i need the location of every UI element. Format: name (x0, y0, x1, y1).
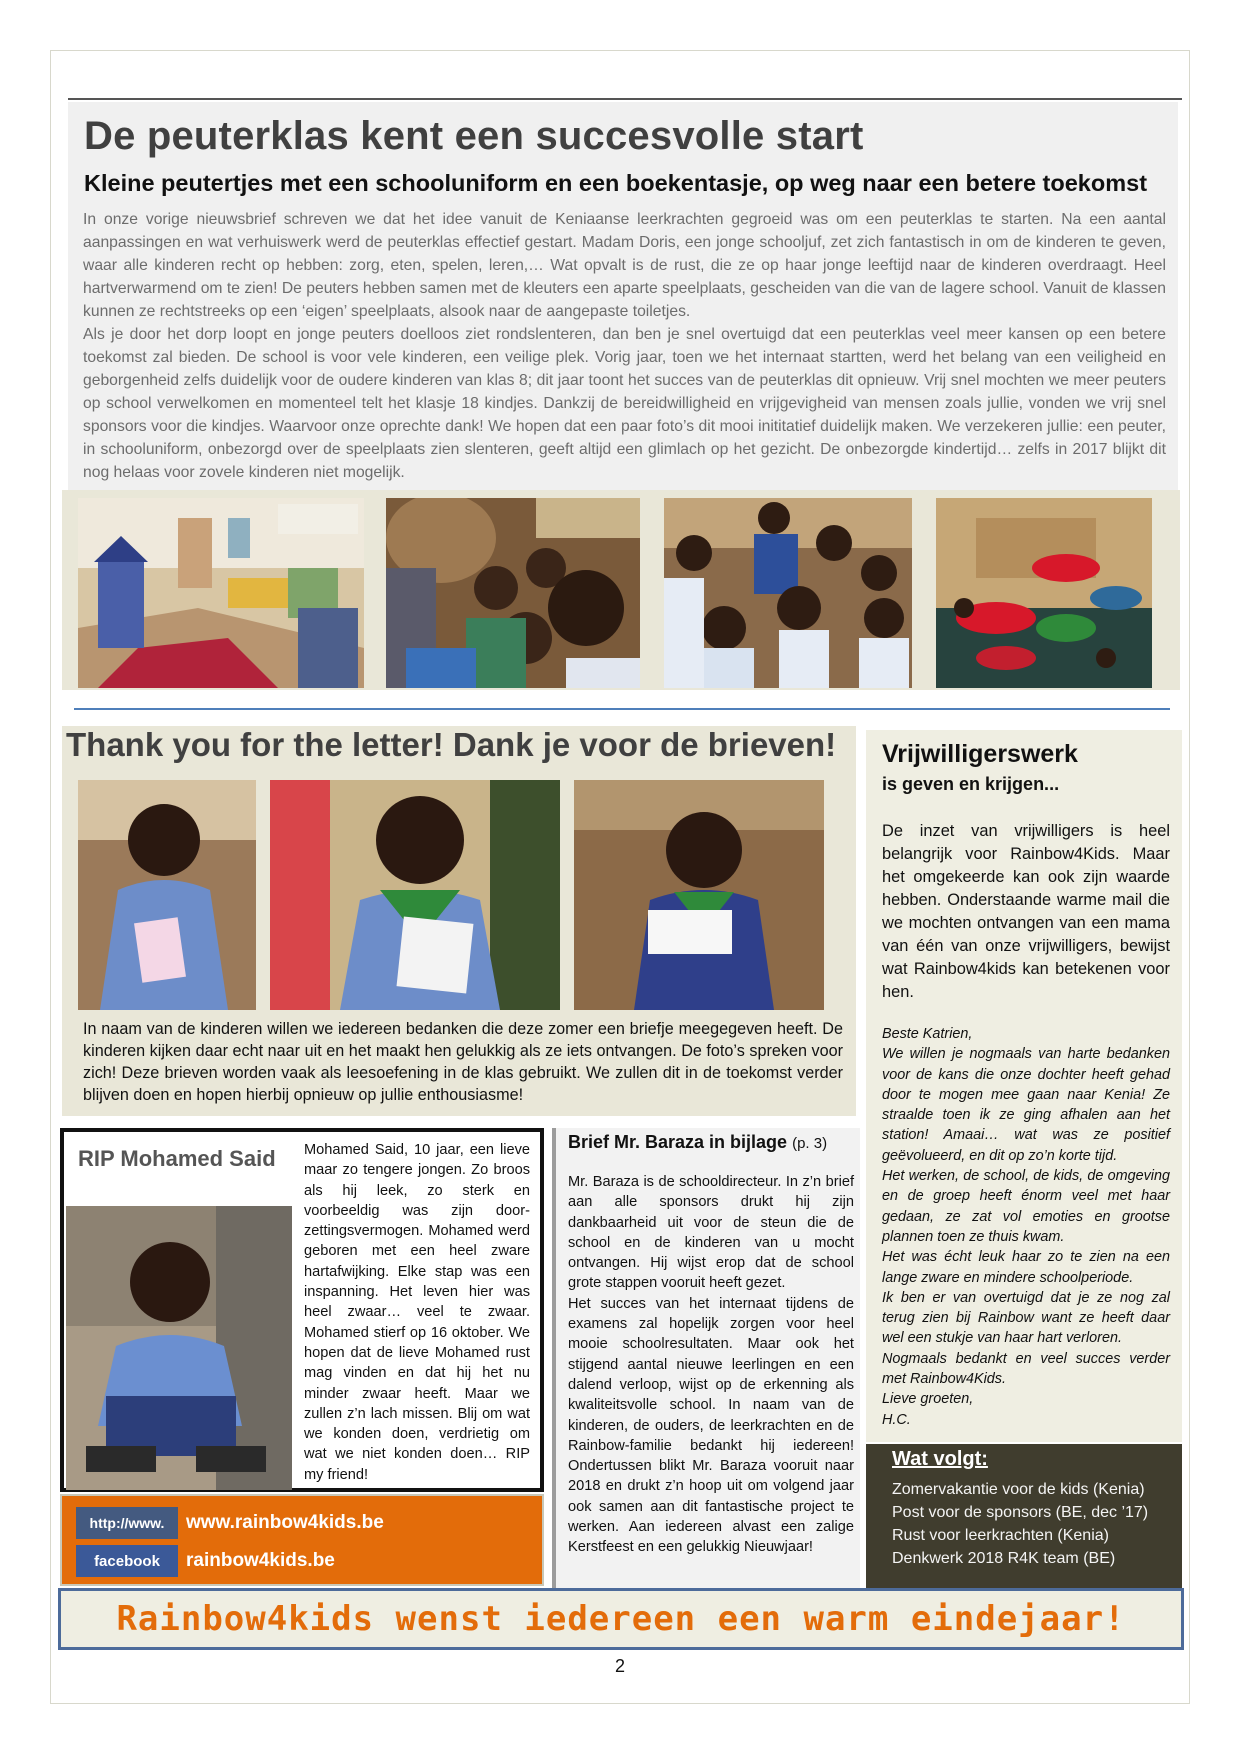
mail-line: Beste Katrien, (882, 1026, 973, 1042)
whats-next-list (892, 1478, 1148, 1570)
rip-box (60, 1128, 544, 1492)
mail-line: Ik ben er van overtuigd dat je ze nog zal terug zien bij Rainbow want ze heeft daar wel een stukje van haar hart verloren. (882, 1289, 1170, 1347)
volunteer-subtitle: is geven en krijgen... (882, 774, 1060, 794)
mail-line: H.C. (882, 1411, 911, 1428)
thank-you-section (62, 726, 856, 1116)
top-rule (68, 98, 1182, 100)
whats-next-box (866, 1444, 1182, 1588)
mail-line: Het werken, de school, de kids, de omgeving en de groep heeft énorm veel met haar gedaan, ze zat vol emoties en grootse plannen toen ze thuis kwam. (882, 1168, 1170, 1245)
facebook-icon (76, 1545, 178, 1577)
article-body (83, 208, 1166, 484)
rip-body: Mohamed Said, 10 jaar, een lieve maar zo tengere jongen. Zo broos als hij leek, zo sterk en voorbeeldig was zijn door-zettingsvermogen. Mohamed werd geboren met een heel zware hartafwijking. Elke stap was een inspanning. Het leven hier was heel zwaar… veel te zwaar. Mohamed stierf op 16 oktober. We hopen dat de lieve Mohamed rust mag vinden en dat hij het nu minder zwaar heeft. Maar we zullen z’n lach missen. Blij om wat we konden doen, verdrietig om wat we niet konden doen… RIP my friend! (304, 1142, 530, 1483)
thanks-body: In naam van de kinderen willen we iedereen bedanken die deze zomer een briefje meegegeven heeft. De kinderen kijken daar echt naar uit en het maakt hen gelukkig als ze iets ontvangen. De foto’s spreken voor zich! Deze brieven worden vaak als leesoefening in de klas gebruikt. We zullen dit in de toekomst verder blijven doen en hopen hierbij opnieuw op jullie enthousiasme! (83, 1020, 843, 1104)
list-item: Zomervakantie voor de kids (Kenia) (892, 1481, 1145, 1498)
season-greeting-banner (58, 1588, 1184, 1650)
volunteer-section (866, 730, 1182, 1442)
page-number: 2 (614, 1656, 625, 1676)
list-item: Rust voor leerkrachten (Kenia) (892, 1527, 1109, 1544)
brief-paragraph: Mr. Baraza is de schooldirecteur. In z’n brief aan alle sponsors drukt hij zijn dankbaarheid uit voor de steun die de school en de kinderen van u mocht ontvangen. Hij wijst erop dat de school grote stappen vooruit heeft gezet. (568, 1174, 854, 1292)
child-smiling-letter-photo (270, 780, 560, 1010)
website-label[interactable]: www.rainbow4kids.be (186, 1512, 384, 1533)
mail-line: Nogmaals bedankt en veel succes verder met Rainbow4Kids. (882, 1350, 1170, 1388)
children-napping-photo (936, 498, 1152, 688)
baraza-letter-section (552, 1128, 860, 1588)
web-icon (76, 1507, 178, 1539)
facebook-label[interactable]: rainbow4kids.be (186, 1550, 335, 1571)
children-seated-photo (664, 498, 912, 688)
website-link[interactable] (76, 1506, 384, 1540)
article-paragraph: In onze vorige nieuwsbrief schreven we dat het idee vanuit de Keniaanse leerkrachten gegroeid was om een peuterklas te starten. Na een aantal aanpassingen en wat verhuiswerk werd de peuterklas effectief gestart. Madam Doris, een jonge schooljuf, zet zich fantastisch in om de kinderen te geven, waar alle kinderen recht op hebben: zorg, eten, spelen, leren,… Wat opvalt is de rust, die ze op haar jonge leeftijd naar de kinderen overdraagt. Heel hartverwarmend om te zien! De peuters hebben samen met de kleuters een aparte speelplaats, gescheiden van die van de lagere school. Vanuit de klassen kunnen ze rechtstreeks op een ‘eigen’ speelplaats, alsook naar de aangepaste toiletjes. (83, 211, 1166, 320)
article-subtitle: Kleine peutertjes met een schooluniform en een boekentasje, op weg naar een betere toekomst (84, 170, 1148, 196)
rip-title: RIP Mohamed Said (78, 1146, 276, 1171)
web-icon-label: http://www. (89, 1515, 165, 1531)
mohamed-photo (66, 1206, 292, 1490)
mail-line: Het was écht leuk haar zo te zien na een lange zware en mindere schoolperiode. (882, 1249, 1170, 1286)
peuterklas-article (68, 102, 1178, 490)
mail-line: Lieve groeten, (882, 1391, 974, 1408)
brief-paragraph: Het succes van het internaat tijdens de examens zal hopelijk zorgen voor heel mooie schoolresultaten. Maar ook het stijgend aantal nieuwe leerlingen en een dalend verloop, wijst op de erkenning als kwaliteitsvolle school. In naam van de kinderen, de ouders, de leerkrachten en de Rainbow-familie bedankt hij iedereen! Ondertussen blikt Mr. Baraza vooruit naar 2018 en drukt z’n hoop uit om volgend jaar ook samen aan dit fantastische project te werken. Aan iedereen alvast een zalige Kerstfeest en een gelukkig Nieuwjaar! (568, 1295, 854, 1556)
thanks-title: Thank you for the letter! Dank je voor de brieven! (66, 726, 837, 763)
article-title: De peuterklas kent een succesvolle start (84, 114, 864, 158)
banner-inner (61, 1591, 1181, 1647)
children-reading-photo (386, 498, 640, 688)
list-item: Post voor de sponsors (BE, dec ’17) (892, 1504, 1149, 1521)
photo-strip (62, 490, 1180, 690)
social-links-box (60, 1494, 544, 1586)
volunteer-body: De inzet van vrijwilligers is heel belangrijk voor Rainbow4Kids. Maar het omgekeerde kan ook zijn waarde hebben. Onderstaande warme mail die we mochten ontvangen van een mama van één van onze vrijwilligers, bewijst wat Rainbow4kids kan betekenen voor hen. (882, 822, 1170, 1001)
banner-text: Rainbow4kids wenst iedereen een warm eindejaar! (116, 1599, 1126, 1639)
section-divider (74, 708, 1170, 710)
brief-title (568, 1132, 827, 1153)
brief-page-ref: (p. 3) (792, 1135, 828, 1152)
classroom-photo (78, 498, 364, 688)
facebook-icon-label: facebook (94, 1552, 160, 1570)
child-envelope-photo (574, 780, 824, 1010)
mail-line: We willen je nogmaals van harte bedanken voor de kans die onze dochter heeft gehad door te mogen mee gaan naar Kenia! Ze straalde toen ik ze ging afhalen aan het station! Amaai… wat was ze positief geëvolueerd, en dit op zo’n korte tijd. (882, 1046, 1170, 1164)
facebook-link[interactable] (76, 1544, 335, 1578)
volunteer-mail (882, 1024, 1170, 1430)
brief-body (568, 1172, 854, 1558)
volunteer-title: Vrijwilligerswerk (882, 740, 1078, 768)
child-with-letter-photo (78, 780, 256, 1010)
list-item: Denkwerk 2018 R4K team (BE) (892, 1550, 1116, 1567)
brief-title-text: Brief Mr. Baraza in bijlage (568, 1132, 788, 1152)
whats-next-title: Wat volgt: (892, 1448, 988, 1470)
article-paragraph: Als je door het dorp loopt en jonge peuters doelloos ziet rondslenteren, dan ben je snel overtuigd dat een peuterklas veel meer kansen op een betere toekomst zal bieden. De school is voor vele kinderen, een veilige plek. Vorig jaar, toen we het internaat startten, werd het belang van een veiligheid en geborgenheid zelfs duidelijk voor de oudere kinderen van klas 8; dit jaar toont het succes van de peuterklas dit opnieuw. Vrij snel mochten we meer peuters op school verwelkomen en momenteel telt het klasje 18 kindjes. Dankzij de bereidwilligheid en vrijgevigheid van mensen zoals jullie, vonden we vrij snel sponsors voor die kindjes. Waarvoor onze oprechte dank! We hopen dat een paar foto’s dit mooi inititatief duidelijk maken. We verzekeren jullie: een peuter, in schooluniform, onbezorgd over de speelplaats zien slenteren, geeft altijd een glimlach op het gezicht. De onbezorgde kindertijd… zelfs in 2017 blijkt dit nog helaas voor zovele kinderen niet mogelijk. (83, 326, 1166, 481)
